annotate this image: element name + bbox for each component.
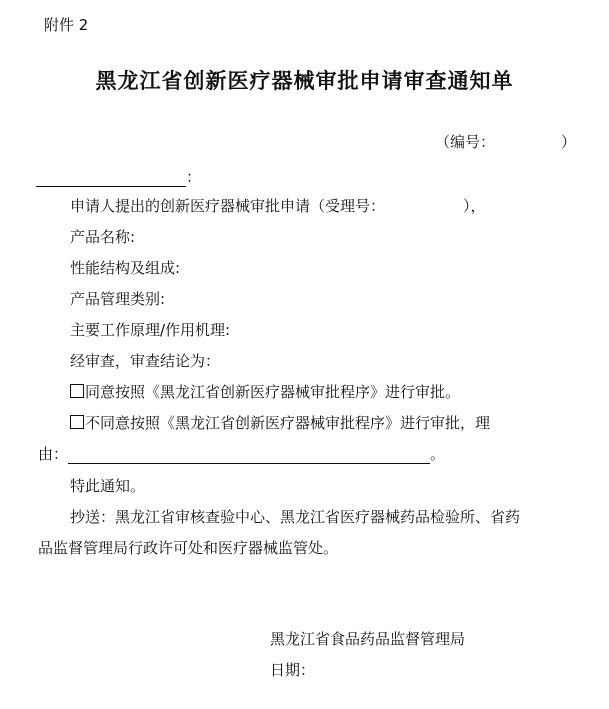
cc-line-2: 品监督管理局行政许可处和医疗器械监管处。	[38, 539, 339, 557]
issuer-name: 黑龙江省食品药品监督管理局	[270, 630, 466, 648]
reason-suffix: 。	[430, 445, 446, 463]
option-disagree	[70, 412, 490, 433]
option-agree	[70, 381, 460, 402]
reason-line	[38, 443, 445, 464]
addressee-blank	[36, 172, 186, 187]
document-title: 黑龙江省创新医疗器械审批申请审查通知单	[95, 69, 514, 93]
cc-line-1: 抄送：黑龙江省审核查验中心、黑龙江省医疗器械药品检验所、省药	[70, 508, 521, 526]
category-label: 产品管理类别:	[70, 290, 166, 308]
performance-label: 性能结构及组成:	[70, 259, 181, 277]
number-prefix: （编号：	[435, 133, 496, 151]
intro-suffix: ），	[463, 197, 486, 215]
principle-label: 主要工作原理/作用机理:	[70, 321, 231, 339]
annex-label: 附件 2	[44, 16, 89, 34]
date-label: 日期：	[270, 661, 316, 679]
option-disagree-text: 不同意按照《黑龙江省创新医疗器械审批程序》进行审批，理	[85, 414, 491, 432]
product-name-label: 产品名称:	[70, 228, 136, 246]
reason-prefix: 由：	[38, 445, 69, 463]
number-suffix: ）	[561, 133, 577, 151]
addressee-line	[36, 166, 201, 187]
conclusion-label: 经审查，审查结论为：	[70, 352, 221, 370]
option-agree-text: 同意按照《黑龙江省创新医疗器械审批程序》进行审批。	[85, 383, 461, 401]
intro-prefix: 申请人提出的创新医疗器械审批申请（受理号：	[70, 197, 386, 215]
intro-paragraph	[70, 195, 486, 216]
addressee-colon: ：	[186, 168, 202, 186]
reason-blank	[68, 449, 430, 464]
disagree-checkbox[interactable]	[70, 415, 84, 429]
agree-checkbox[interactable]	[70, 384, 84, 398]
notice-text: 特此通知。	[70, 477, 146, 495]
document-number	[435, 131, 576, 152]
